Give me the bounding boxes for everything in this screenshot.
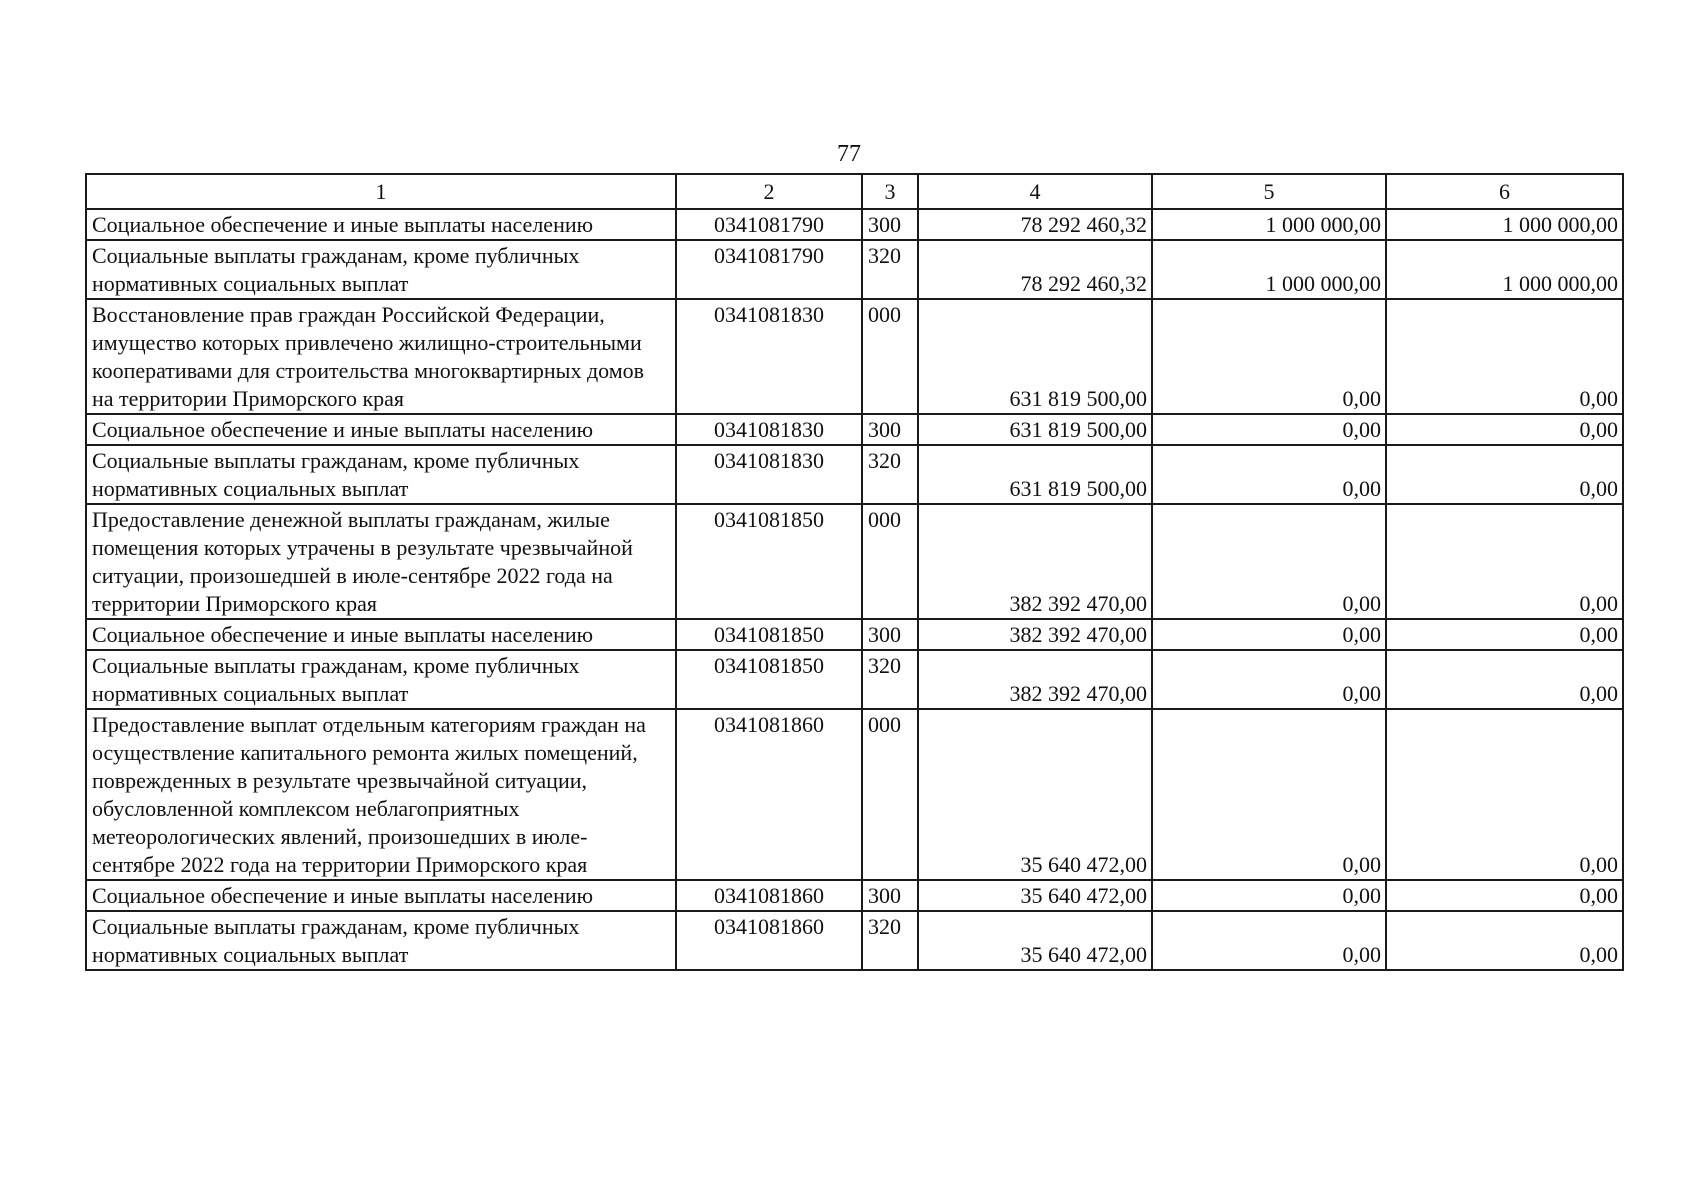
row-amount-col4: 35 640 472,00 <box>918 911 1152 970</box>
row-expense-type: 300 <box>862 414 918 445</box>
page-number: 77 <box>837 141 861 167</box>
row-target-code: 0341081790 <box>676 209 862 240</box>
table-row <box>86 619 1623 650</box>
row-amount-col5: 0,00 <box>1152 414 1386 445</box>
row-target-code: 0341081850 <box>676 650 862 709</box>
row-name: Социальное обеспечение и иные выплаты населению <box>86 619 676 650</box>
row-target-code: 0341081830 <box>676 445 862 504</box>
row-amount-col4: 382 392 470,00 <box>918 619 1152 650</box>
row-name: Социальные выплаты гражданам, кроме публичных нормативных социальных выплат <box>86 240 676 299</box>
row-target-code: 0341081850 <box>676 619 862 650</box>
row-target-code: 0341081850 <box>676 504 862 619</box>
row-amount-col5: 1 000 000,00 <box>1152 240 1386 299</box>
row-target-code: 0341081830 <box>676 414 862 445</box>
table-row <box>86 240 1623 299</box>
row-amount-col6: 0,00 <box>1386 709 1623 880</box>
row-expense-type: 000 <box>862 299 918 414</box>
row-amount-col5: 0,00 <box>1152 911 1386 970</box>
row-name: Восстановление прав граждан Российской Федерации, имущество которых привлечено жилищно-строительными кооперативами для строительства многоквартирных домов на территории Приморского края <box>86 299 676 414</box>
row-amount-col6: 0,00 <box>1386 619 1623 650</box>
row-amount-col4: 382 392 470,00 <box>918 504 1152 619</box>
row-amount-col4: 35 640 472,00 <box>918 880 1152 911</box>
column-header-4: 4 <box>918 174 1152 209</box>
row-amount-col5: 0,00 <box>1152 504 1386 619</box>
row-amount-col4: 78 292 460,32 <box>918 209 1152 240</box>
row-amount-col4: 631 819 500,00 <box>918 414 1152 445</box>
row-expense-type: 000 <box>862 709 918 880</box>
row-target-code: 0341081790 <box>676 240 862 299</box>
row-amount-col4: 78 292 460,32 <box>918 240 1152 299</box>
table-row <box>86 299 1623 414</box>
table-row <box>86 209 1623 240</box>
table-row <box>86 445 1623 504</box>
row-amount-col6: 0,00 <box>1386 911 1623 970</box>
row-name: Социальное обеспечение и иные выплаты населению <box>86 880 676 911</box>
table-row <box>86 911 1623 970</box>
row-amount-col4: 382 392 470,00 <box>918 650 1152 709</box>
row-target-code: 0341081860 <box>676 880 862 911</box>
row-amount-col5: 0,00 <box>1152 709 1386 880</box>
row-amount-col6: 0,00 <box>1386 650 1623 709</box>
row-amount-col5: 0,00 <box>1152 880 1386 911</box>
row-expense-type: 320 <box>862 445 918 504</box>
table-row <box>86 504 1623 619</box>
column-header-3: 3 <box>862 174 918 209</box>
row-amount-col5: 0,00 <box>1152 445 1386 504</box>
row-amount-col4: 631 819 500,00 <box>918 299 1152 414</box>
row-name: Предоставление денежной выплаты гражданам, жилые помещения которых утрачены в результате чрезвычайной ситуации, произошедшей в июле-сентябре 2022 года на территории Приморского края <box>86 504 676 619</box>
row-amount-col4: 35 640 472,00 <box>918 709 1152 880</box>
row-amount-col6: 0,00 <box>1386 299 1623 414</box>
row-expense-type: 320 <box>862 650 918 709</box>
row-expense-type: 300 <box>862 880 918 911</box>
row-amount-col6: 0,00 <box>1386 414 1623 445</box>
row-amount-col4: 631 819 500,00 <box>918 445 1152 504</box>
row-name: Предоставление выплат отдельным категориям граждан на осуществление капитального ремонта жилых помещений, поврежденных в результате чрезвычайной ситуации, обусловленной комплексом неблагоприятных метеорологических явлений, произошедших в июле-сентябре 2022 года на территории Приморского края <box>86 709 676 880</box>
row-name: Социальное обеспечение и иные выплаты населению <box>86 209 676 240</box>
column-header-6: 6 <box>1386 174 1623 209</box>
row-amount-col6: 1 000 000,00 <box>1386 240 1623 299</box>
row-target-code: 0341081860 <box>676 709 862 880</box>
column-header-5: 5 <box>1152 174 1386 209</box>
column-number-row <box>86 174 1623 209</box>
row-expense-type: 000 <box>862 504 918 619</box>
column-header-1: 1 <box>86 174 676 209</box>
row-amount-col6: 0,00 <box>1386 504 1623 619</box>
row-target-code: 0341081830 <box>676 299 862 414</box>
row-expense-type: 320 <box>862 240 918 299</box>
row-expense-type: 300 <box>862 619 918 650</box>
row-name: Социальное обеспечение и иные выплаты населению <box>86 414 676 445</box>
budget-table <box>85 173 1624 971</box>
row-name: Социальные выплаты гражданам, кроме публичных нормативных социальных выплат <box>86 911 676 970</box>
row-amount-col5: 0,00 <box>1152 299 1386 414</box>
row-expense-type: 300 <box>862 209 918 240</box>
table-row <box>86 414 1623 445</box>
row-amount-col6: 1 000 000,00 <box>1386 209 1623 240</box>
row-target-code: 0341081860 <box>676 911 862 970</box>
row-amount-col5: 0,00 <box>1152 650 1386 709</box>
row-amount-col5: 1 000 000,00 <box>1152 209 1386 240</box>
row-amount-col6: 0,00 <box>1386 445 1623 504</box>
table-row <box>86 709 1623 880</box>
column-header-2: 2 <box>676 174 862 209</box>
row-name: Социальные выплаты гражданам, кроме публичных нормативных социальных выплат <box>86 445 676 504</box>
row-amount-col5: 0,00 <box>1152 619 1386 650</box>
row-expense-type: 320 <box>862 911 918 970</box>
table-row <box>86 880 1623 911</box>
row-amount-col6: 0,00 <box>1386 880 1623 911</box>
table-row <box>86 650 1623 709</box>
row-name: Социальные выплаты гражданам, кроме публичных нормативных социальных выплат <box>86 650 676 709</box>
